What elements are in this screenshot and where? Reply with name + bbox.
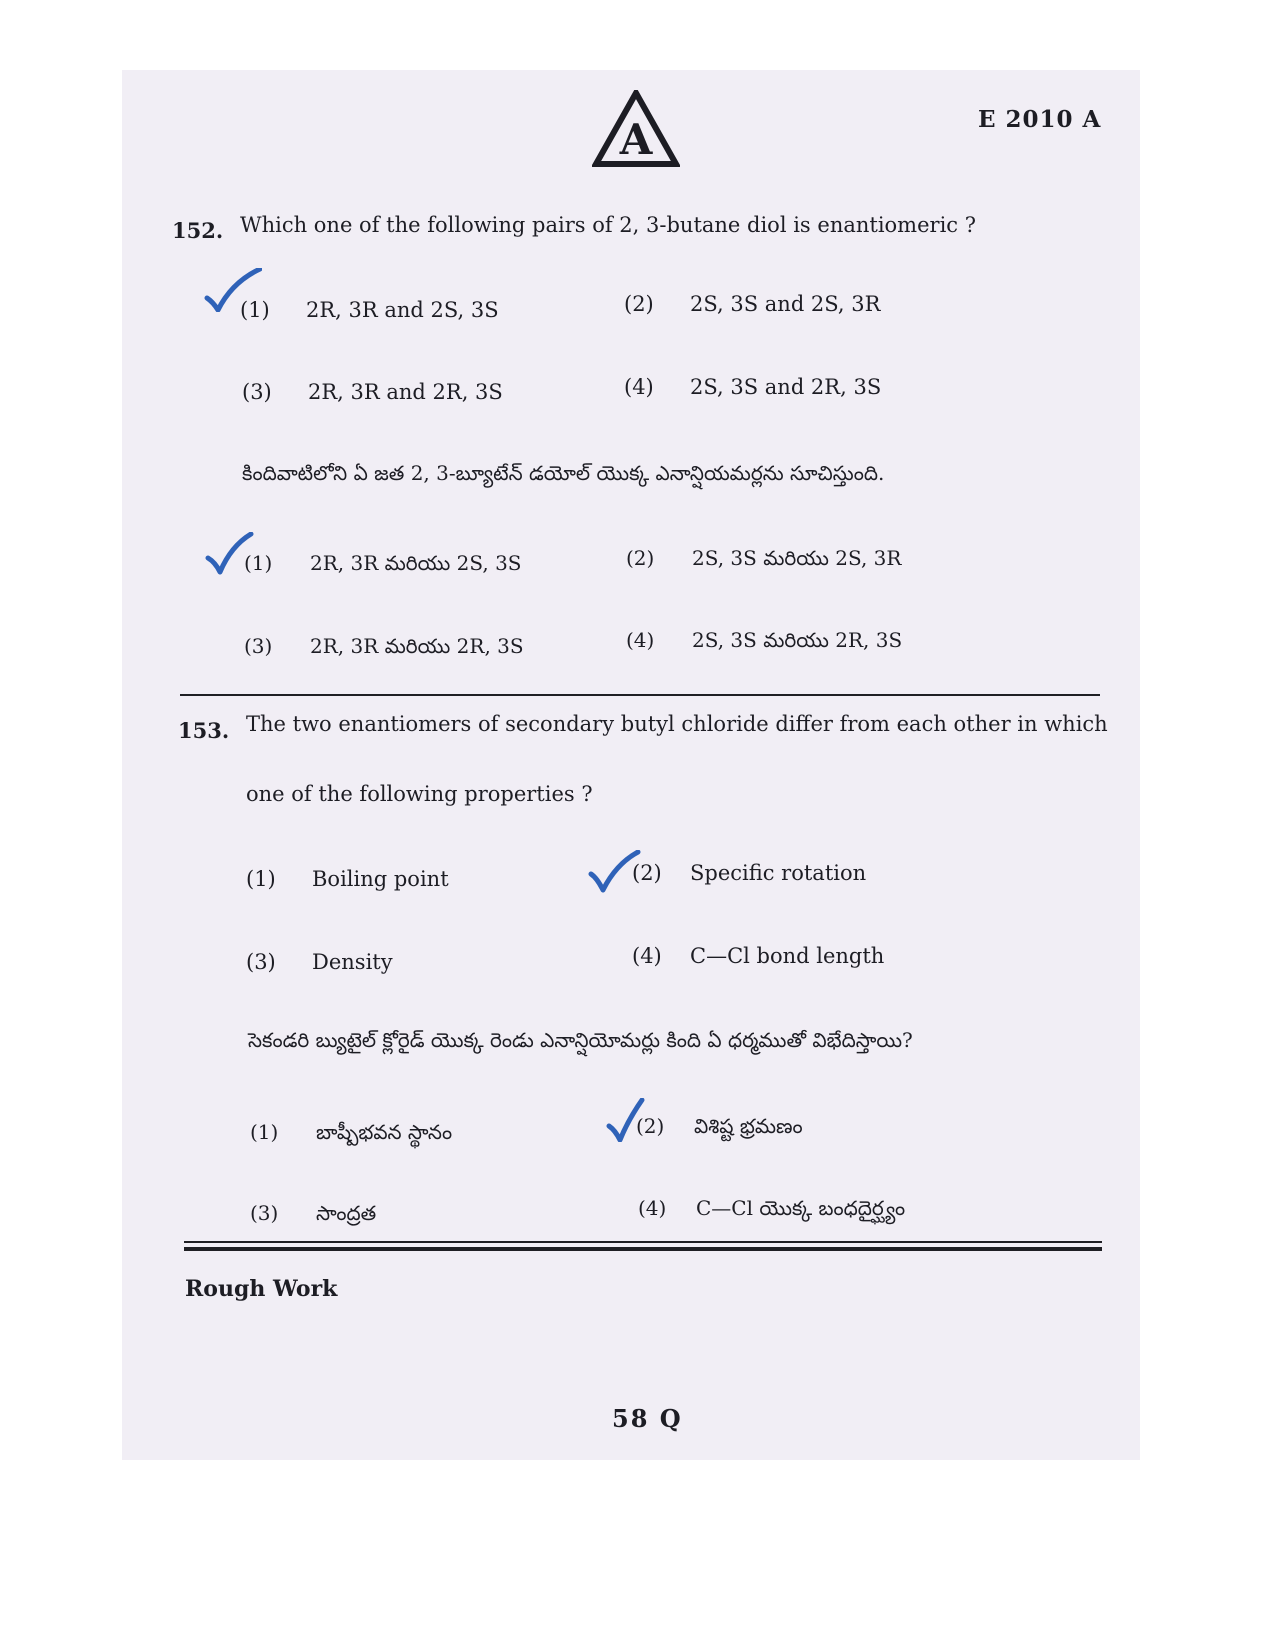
- q152-option-4-en[interactable]: [624, 375, 881, 399]
- option-text: సాంద్రత: [316, 1201, 377, 1225]
- option-number: (1): [244, 551, 273, 575]
- option-text: 2R, 3R మరియు 2S, 3S: [310, 551, 522, 575]
- option-text: 2R, 3R and 2S, 3S: [306, 298, 499, 322]
- option-number: (4): [626, 628, 655, 652]
- option-number: (4): [632, 944, 662, 968]
- option-number: (2): [636, 1114, 665, 1138]
- question-153-number: 153.: [178, 718, 230, 743]
- q153-option-3-en[interactable]: [246, 950, 393, 974]
- rough-work-divider-thin: [184, 1241, 1102, 1243]
- paper-code: E 2010 A: [978, 106, 1102, 133]
- option-text: 2S, 3S and 2S, 3R: [690, 292, 881, 316]
- q152-option-1-en[interactable]: [240, 298, 499, 322]
- q153-option-4-te[interactable]: [638, 1196, 905, 1225]
- option-number: (1): [240, 298, 270, 322]
- q152-option-4-te[interactable]: [626, 628, 902, 657]
- q152-option-3-en[interactable]: [242, 380, 503, 404]
- option-number: (1): [250, 1120, 279, 1144]
- question-153-text-te: సెకండరి బ్యుటైల్ క్లోరైడ్ యొక్క రెండు ఎనాన్షియోమర్లు కింది ఏ ధర్మముతో విభేదిస్తాయి?: [248, 1028, 913, 1052]
- option-text: విశిష్ట భ్రమణం: [694, 1114, 803, 1138]
- option-text: Boiling point: [312, 867, 449, 891]
- q153-option-2-en[interactable]: [632, 861, 866, 885]
- option-text: 2S, 3S and 2R, 3S: [690, 375, 882, 399]
- rough-work-divider-thick: [184, 1247, 1102, 1251]
- question-153-text-en-line2: one of the following properties ?: [246, 782, 593, 806]
- option-number: (1): [246, 867, 276, 891]
- option-text: బాష్పీభవన స్థానం: [316, 1120, 453, 1144]
- option-text: C—Cl యొక్క బంధదైర్ఘ్యం: [696, 1196, 906, 1220]
- option-number: (4): [624, 375, 654, 399]
- option-number: (2): [626, 546, 655, 570]
- option-number: (2): [624, 292, 654, 316]
- option-text: Density: [312, 950, 393, 974]
- question-153-text-en-line1: The two enantiomers of secondary butyl chloride differ from each other in which: [246, 712, 1108, 736]
- option-text: 2R, 3R మరియు 2R, 3S: [310, 634, 524, 658]
- question-152-text-en: Which one of the following pairs of 2, 3-butane diol is enantiomeric ?: [240, 213, 976, 237]
- exam-page: [122, 70, 1140, 1460]
- option-number: (3): [242, 380, 272, 404]
- question-152-text-te: కిందివాటిలోని ఏ జత 2, 3-బ్యూటేన్ డయోల్ యొక్క ఎనాన్షియమర్లను సూచిస్తుంది.: [242, 461, 885, 485]
- q152-option-2-te[interactable]: [626, 546, 901, 575]
- rough-work-label: Rough Work: [185, 1276, 338, 1302]
- q152-option-1-te[interactable]: [244, 551, 522, 580]
- option-number: (4): [638, 1196, 667, 1220]
- option-text: 2S, 3S మరియు 2R, 3S: [692, 628, 903, 652]
- q153-option-4-en[interactable]: [632, 944, 884, 968]
- option-number: (2): [632, 861, 662, 885]
- option-text: Specific rotation: [690, 861, 867, 885]
- q153-option-2-te[interactable]: [636, 1114, 803, 1143]
- q152-option-3-te[interactable]: [244, 634, 524, 663]
- option-number: (3): [244, 634, 273, 658]
- option-text: 2R, 3R and 2R, 3S: [308, 380, 503, 404]
- option-text: 2S, 3S మరియు 2S, 3R: [692, 546, 902, 570]
- logo-letter: A: [619, 115, 653, 164]
- option-text: C—Cl bond length: [690, 944, 885, 968]
- page-number: 58 Q: [612, 1404, 683, 1433]
- q153-option-1-te[interactable]: [250, 1120, 452, 1149]
- option-number: (3): [250, 1201, 279, 1225]
- question-divider: [180, 694, 1100, 696]
- q153-option-1-en[interactable]: [246, 867, 449, 891]
- option-number: (3): [246, 950, 276, 974]
- q153-option-3-te[interactable]: [250, 1201, 376, 1230]
- question-152-number: 152.: [172, 218, 224, 243]
- q152-option-2-en[interactable]: [624, 292, 880, 316]
- series-a-logo: [592, 90, 680, 168]
